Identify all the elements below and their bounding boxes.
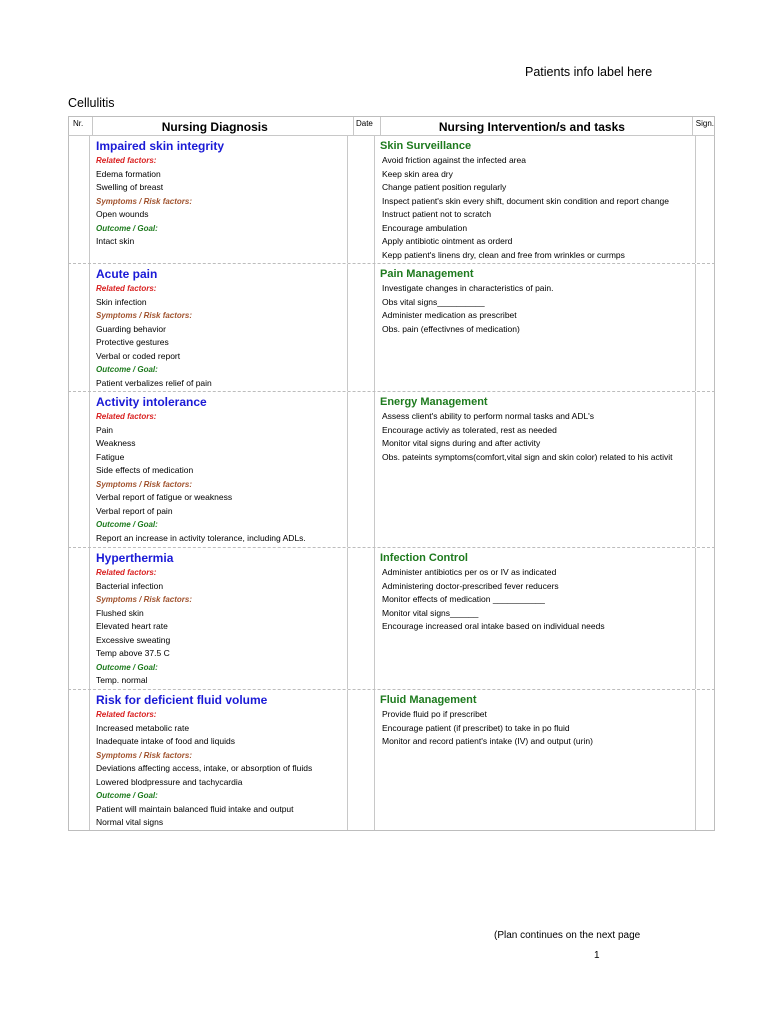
row-nr-cell — [69, 392, 90, 547]
outcome-goal: Intact skin — [96, 236, 135, 246]
outcome-goal: Temp. normal — [96, 675, 148, 685]
task-list — [380, 410, 695, 464]
related-factor: Weakness — [96, 438, 136, 448]
task-item: Obs. pain (effectivnes of medication) — [382, 323, 520, 334]
related-factor: Fatigue — [96, 451, 125, 462]
care-plan-row — [68, 689, 715, 830]
intervention-cell — [375, 392, 696, 547]
care-plan-row — [68, 391, 715, 547]
outcome-goal: Patient verbalizes relief of pain — [96, 377, 212, 388]
task-item: Administering doctor-prescribed fever reducers — [382, 580, 559, 591]
symptoms-label: Symptoms / Risk factors: — [96, 595, 193, 604]
document-title: Cellulitis — [68, 96, 115, 110]
date-cell — [348, 136, 375, 263]
task-item: Kepp patient's linens dry, clean and free from wrinkles or curmps — [382, 249, 625, 260]
header-sign: Sign. — [695, 119, 714, 128]
sign-cell — [696, 392, 714, 547]
date-cell — [348, 690, 375, 830]
sign-cell — [696, 136, 714, 263]
task-item: Monitor vital signs during and after activity — [382, 438, 541, 448]
symptom: Verbal report of pain — [96, 505, 173, 516]
table-header-row — [68, 117, 715, 136]
diagnosis-title: Impaired skin integrity — [96, 139, 225, 153]
symptom: Flushed skin — [96, 607, 144, 618]
outcome-label: Outcome / Goal: — [96, 365, 158, 374]
symptom: Deviations affecting access, intake, or absorption of fluids — [96, 763, 313, 773]
task-item: Obs. pateints symptoms(comfort,vital sign and skin color) related to his activit — [382, 451, 673, 462]
outcome-label: Outcome / Goal: — [96, 791, 158, 800]
intervention-cell — [375, 264, 696, 391]
related-factor: Edema formation — [96, 168, 161, 179]
sign-cell — [696, 548, 714, 689]
related-factors-label: Related factors: — [96, 156, 157, 165]
intervention-title: Fluid Management — [380, 694, 477, 706]
diagnosis-cell — [90, 690, 348, 830]
symptom: Temp above 37.5 C — [96, 648, 170, 658]
diagnosis-title: Activity intolerance — [96, 395, 207, 409]
symptom: Excessive sweating — [96, 634, 171, 645]
task-item: Administer antibiotics per os or IV as indicated — [382, 567, 557, 577]
care-plan-row — [68, 547, 715, 689]
page-number: 1 — [594, 950, 600, 961]
intervention-title: Infection Control — [380, 552, 468, 564]
header-date: Date — [354, 117, 381, 135]
task-item: Administer medication as prescribet — [382, 310, 517, 320]
intervention-cell — [375, 690, 696, 830]
diagnosis-title: Acute pain — [96, 267, 158, 281]
header-nursing-diagnosis: Nursing Diagnosis — [93, 117, 354, 135]
care-plan-sections — [68, 136, 715, 830]
related-factor: Increased metabolic rate — [96, 722, 190, 733]
date-cell — [348, 392, 375, 547]
task-item: Investigate changes in characteristics of pain. — [382, 283, 554, 293]
outcome-goal: Report an increase in activity tolerance, including ADLs. — [96, 532, 306, 543]
task-item: Encourage ambulation — [382, 222, 468, 233]
outcome-label: Outcome / Goal: — [96, 520, 158, 529]
sign-cell — [696, 264, 714, 391]
related-factors-label: Related factors: — [96, 710, 157, 719]
task-item: Encourage increased oral intake based on individual needs — [382, 621, 605, 631]
header-nr: Nr. — [69, 117, 93, 135]
related-factors-label: Related factors: — [96, 568, 157, 577]
related-factor: Pain — [96, 424, 114, 435]
related-factor: Swelling of breast — [96, 182, 164, 192]
related-factor: Skin infection — [96, 296, 147, 307]
related-factors-label: Related factors: — [96, 412, 157, 421]
task-list — [380, 282, 695, 336]
task-item: Encourage patient (if prescribet) to take in po fluid — [382, 722, 570, 733]
intervention-cell — [375, 548, 696, 689]
outcome-label: Outcome / Goal: — [96, 662, 158, 672]
related-factor: Inadequate intake of food and liquids — [96, 736, 235, 746]
header-nursing-intervention: Nursing Intervention/s and tasks — [381, 117, 693, 135]
diagnosis-cell — [90, 548, 348, 689]
row-nr-cell — [69, 548, 90, 689]
patients-info-label: Patients info label here — [525, 65, 653, 79]
task-item: Obs vital signs__________ — [382, 296, 485, 307]
task-item: Inspect patient's skin every shift, document skin condition and report change — [382, 195, 670, 206]
intervention-title: Pain Management — [380, 268, 474, 280]
task-item: Keep skin area dry — [382, 168, 453, 179]
diagnosis-title: Risk for deficient fluid volume — [96, 693, 268, 707]
task-item: Change patient position regularly — [382, 182, 507, 192]
task-item: Monitor and record patient's intake (IV) and output (urin) — [382, 736, 593, 746]
symptoms-label: Symptoms / Risk factors: — [96, 750, 193, 760]
task-list — [380, 154, 695, 262]
row-nr-cell — [69, 690, 90, 830]
symptoms-label: Symptoms / Risk factors: — [96, 311, 193, 320]
task-item: Monitor effects of medication ___________ — [382, 594, 545, 604]
diagnosis-title: Hyperthermia — [96, 551, 174, 565]
symptoms-label: Symptoms / Risk factors: — [96, 196, 193, 206]
task-list — [380, 566, 695, 634]
diagnosis-cell — [90, 392, 348, 547]
task-item: Monitor vital signs______ — [382, 607, 479, 618]
symptom: Elevated heart rate — [96, 621, 168, 631]
related-factor: Bacterial infection — [96, 580, 164, 591]
task-item: Assess client's ability to perform normal tasks and ADL's — [382, 411, 595, 421]
intervention-cell — [375, 136, 696, 263]
care-plan-row — [68, 136, 715, 263]
related-factors-label: Related factors: — [96, 284, 157, 293]
date-cell — [348, 548, 375, 689]
row-nr-cell — [69, 136, 90, 263]
symptom: Verbal or coded report — [96, 350, 181, 361]
continues-note: (Plan continues on the next page — [494, 930, 641, 941]
symptom: Lowered blodpressure and tachycardia — [96, 776, 243, 787]
sign-cell — [696, 690, 714, 830]
intervention-title: Energy Management — [380, 396, 488, 408]
row-nr-cell — [69, 264, 90, 391]
task-item: Provide fluid po if prescribet — [382, 709, 487, 719]
task-item: Avoid friction against the infected area — [382, 155, 526, 165]
task-list — [380, 708, 695, 749]
symptom: Guarding behavior — [96, 323, 166, 334]
task-item: Instruct patient not to scratch — [382, 209, 492, 219]
symptom: Open wounds — [96, 209, 149, 219]
outcome-label: Outcome / Goal: — [96, 223, 158, 233]
date-cell — [348, 264, 375, 391]
outcome-goal: Normal vital signs — [96, 817, 164, 827]
related-factor: Side effects of medication — [96, 465, 194, 475]
diagnosis-cell — [90, 264, 348, 391]
care-plan-table — [68, 116, 715, 831]
symptom: Protective gestures — [96, 337, 169, 347]
diagnosis-cell — [90, 136, 348, 263]
symptom: Verbal report of fatigue or weakness — [96, 492, 233, 502]
care-plan-row — [68, 263, 715, 391]
task-item: Encourage activiy as tolerated, rest as needed — [382, 424, 557, 435]
intervention-title: Skin Surveillance — [380, 140, 472, 152]
outcome-goal: Patient will maintain balanced fluid intake and output — [96, 803, 294, 814]
task-item: Apply antibiotic ointment as orderd — [382, 236, 513, 246]
symptoms-label: Symptoms / Risk factors: — [96, 479, 193, 489]
